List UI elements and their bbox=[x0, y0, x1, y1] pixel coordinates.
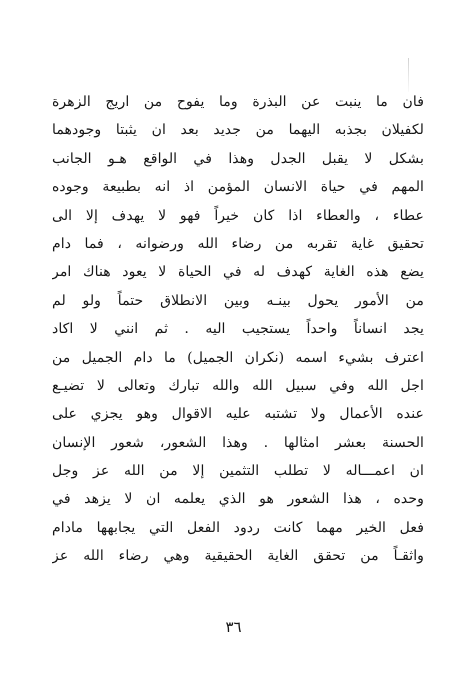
text-line: لكفيلان بجذبه اليهما من جديد بعد ان يثبتا وجودهما bbox=[52, 122, 424, 139]
text-line: اجل الله وفي سبيل الله والله تبارك وتعالى لا تضيـع bbox=[52, 377, 424, 394]
text-line: المهم في حياة الانسان المؤمن اذ انه بطبيعة وجوده bbox=[52, 179, 424, 196]
text-line: وحده ، هذا الشعور هو الذي يعلمه ان لا يزهد في bbox=[52, 491, 424, 508]
text-line: يجد انساناً واحداً يستجيب اليه . ثم انني لا اكاد bbox=[52, 321, 424, 338]
text-line: عطاء ، والعطاء اذا كان خيراً فهو لا يهدف إلا الى bbox=[52, 207, 424, 224]
text-line: اعترف بشيء اسمه (نكران الجميل) ما دام الجميل من bbox=[52, 349, 424, 366]
text-line: بشكل لا يقبل الجدل وهذا في الواقع هـو الجانب bbox=[52, 150, 424, 167]
text-line: الحسنة بعشر امثالها . وهذا الشعور، شعور الإنسان bbox=[52, 434, 424, 451]
text-line: من الأمور يحول بينـه وبين الانطلاق حتماً ولو لم bbox=[52, 292, 424, 309]
text-line: يضع هذه الغاية كهدف له في الحياة لا يعود هناك امر bbox=[52, 264, 424, 281]
text-line: فان ما ينبت عن البذرة وما يفوح من اريج الزهرة bbox=[52, 94, 424, 110]
body-text bbox=[52, 88, 424, 571]
text-line: واثقـاً من تحقق الغاية الحقيقية وهي رضاء الله عز bbox=[52, 548, 424, 565]
text-line: فعل الخير مهما كانت ردود الفعل التي يجابهها مادام bbox=[52, 519, 424, 536]
margin-mark bbox=[408, 58, 409, 92]
text-line: عنده الأعمال ولا تشتبه عليه الاقوال وهو يجزي على bbox=[52, 406, 424, 423]
text-line: تحقيق غاية تقربه من رضاء الله ورضوانه ، فما دام bbox=[52, 235, 424, 252]
page-number: ٣٦ bbox=[225, 618, 242, 636]
text-line: ان اعمـــاله لا تطلب التثمين إلا من الله عز وجل bbox=[52, 463, 424, 480]
